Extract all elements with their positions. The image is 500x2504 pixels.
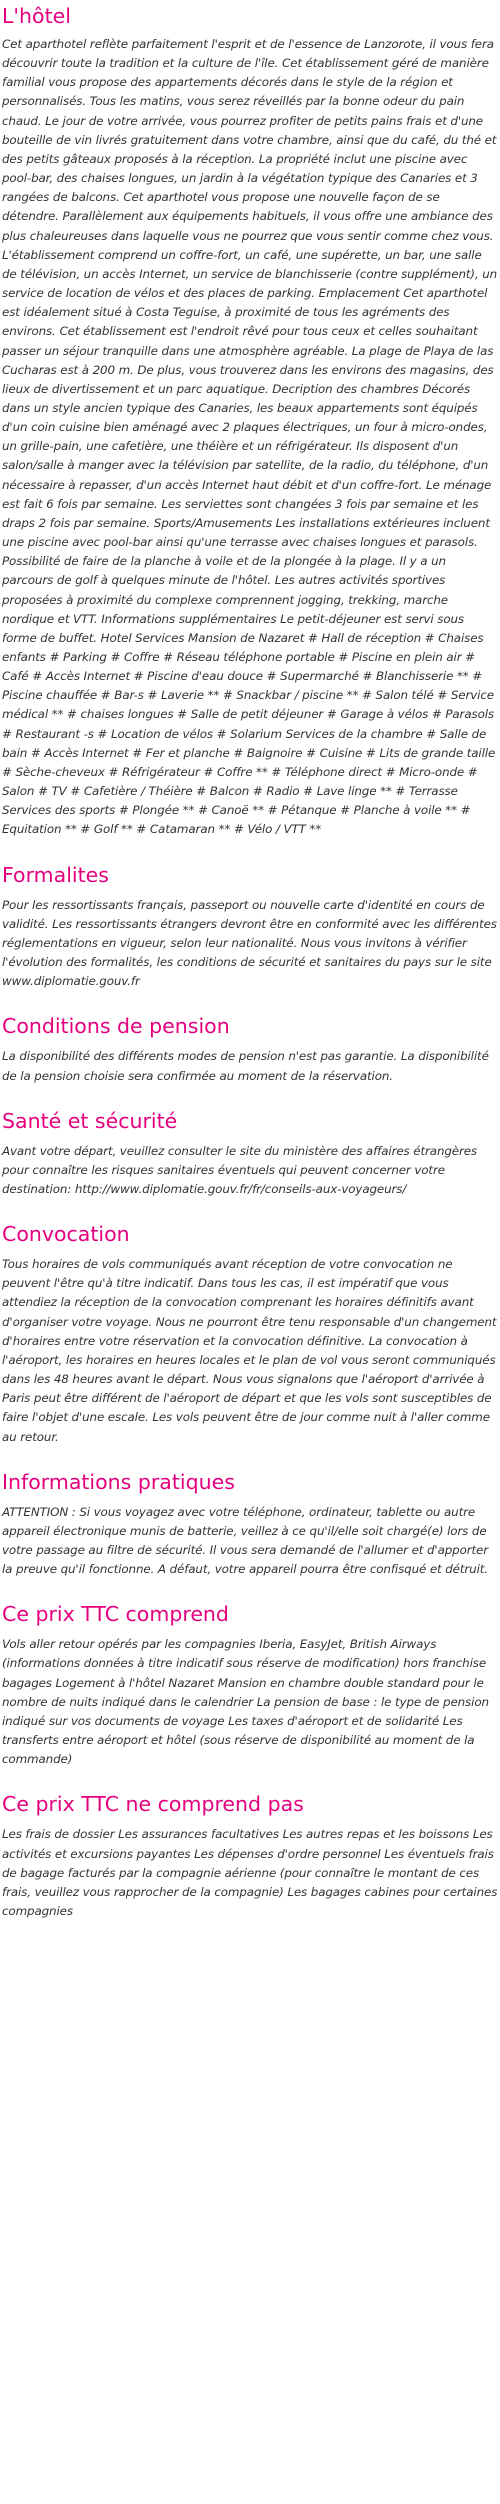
section-sante-securite: [2, 1106, 498, 1199]
section-body-conditions-pension: La disponibilité des différents modes de pension n'est pas garantie. La disponibilité de la pension choisie sera confirmée au moment de la réservation.: [2, 1049, 489, 1083]
section-title-informations-pratiques: Informations pratiques: [2, 1469, 235, 1494]
hotel-info-page: [0, 1, 500, 1921]
section-formalites: [2, 860, 498, 992]
section-title-prix-comprend: Ce prix TTC comprend: [2, 1602, 229, 1627]
section-informations-pratiques: [2, 1467, 498, 1580]
section-conditions-pension: [2, 1011, 498, 1085]
section-title-convocation: Convocation: [2, 1222, 130, 1247]
section-prix-comprend: [2, 1599, 498, 1769]
section-title-formalites: Formalites: [2, 862, 109, 887]
section-body-informations-pratiques: ATTENTION : Si vous voyagez avec votre téléphone, ordinateur, tablette ou autre appareil électronique munis de batterie, veillez à ce qu'il/elle soit chargé(e) lors de votre passage au filtre de sécurité. Il vous sera demandé de l'allumer et d'apporter la preuve qu'il fonctionne. A défaut, votre appareil pourra être confisqué et détruit.: [2, 1504, 489, 1577]
section-body-hotel: Cet aparthotel reflète parfaitement l'esprit et de l'essence de Lanzorote, il vous fera découvrir toute la tradition et la culture de l'île. Cet établissement géré de manière familial vous propose des appartements décorés dans le style de la région et personnalisés. Tous les matins, vous serez réveillés par la bonne odeur du pain chaud. Le jour de votre arrivée, vous pourrez profiter de petits pains frais et d'une bouteille de vin livrés gratuitement dans votre chambre, ainsi que du café, du thé et des petits gâteaux proposés à la réception. La propriété inclut une piscine avec pool-bar, des chaises longues, un jardin à la végétation typique des Canaries et 3 rangées de balcons. Cet aparthotel vous propose une nouvelle façon de se détendre. Parallèlement aux équipements habituels, il vous offre une ambiance des plus chaleureuses dans laquelle vous ne pourrez que vous sentir comme chez vous. L'établissement comprend un coffre-fort, un café, une supérette, un bar, une salle de télévision, un accès Internet, un service de blanchisserie (contre supplément), un service de location de vélos et des places de parking. Emplacement Cet aparthotel est idéalement situé à Costa Teguise, à proximité de tous les agréments des environs. Cet établissement est l'endroit rêvé pour tous ceux et celles souhaitant passer un séjour tranquille dans une atmosphère agréable. La plage de Playa de las Cucharas est à 200 m. De plus, vous trouverez dans les environs des magasins, des lieux de divertissement et un parc aquatique. Decription des chambres Décorés dans un style ancien typique des Canaries, les beaux appartements sont équipés d'un coin cuisine bien aménagé avec 2 plaques électriques, un four à micro-ondes, un grille-pain, une cafetière, une théière et un réfrigérateur. Ils disposent d'un salon/salle à manger avec la télévision par satellite, de la radio, du téléphone, d'un nécessaire à repasser, d'un accès Internet haut débit et d'un coffre-fort. Le ménage est fait 6 fois par semaine. Les serviettes sont changées 3 fois par semaine et les draps 2 fois par semaine. Sports/Amusements Les installations extérieures incluent une piscine avec pool-bar ainsi qu'une terrasse avec chaises longues et parasols. Possibilité de faire de la planche à voile et de la plongée à la plage. Il y a un parcours de golf à quelques minute de l'hôtel. Les autres activités sportives proposées à proximité du complexe comprennent jogging, trekking, marche nordique et VTT. Informations supplémentaires Le petit-déjeuner est servi sous forme de buffet. Hotel Services Mansion de Nazaret # Hall de réception # Chaises enfants # Parking # Coffre # Réseau téléphone portable # Piscine en plein air # Café # Accès Internet # Piscine d'eau douce # Supermarché # Blanchisserie ** # Piscine chauffée # Bar-s # Laverie ** # Snackbar / piscine ** # Salon télé # Service médical ** # chaises longues # Salle de petit déjeuner # Garage à vélos # Parasols # Restaurant -s # Location de vélos # Solarium Services de la chambre # Salle de bain # Accès Internet # Fer et planche # Baignoire # Cuisine # Lits de grande taille # Sèche-cheveux # Réfrigérateur # Coffre ** # Téléphone direct # Micro-onde # Salon # TV # Cafetière / Théière # Balcon # Radio # Lave linge ** # Terrasse Services des sports # Plongée ** # Canoë ** # Pétanque # Planche à voile ** # Equitation ** # Golf ** # Catamaran ** # Vélo / VTT **: [2, 37, 498, 837]
section-prix-ne-comprend-pas: [2, 1789, 498, 1921]
section-body-formalites: Pour les ressortissants français, passeport ou nouvelle carte d'identité en cours de validité. Les ressortissants étrangers devront être en conformité avec les différentes réglementations en vigueur, selon leur nationalité. Nous vous invitons à vérifier l'évolution des formalités, les conditions de sécurité et sanitaires du pays sur le site www.diplomatie.gouv.fr: [2, 897, 497, 989]
section-title-prix-ne-comprend-pas: Ce prix TTC ne comprend pas: [2, 1792, 304, 1817]
section-title-sante-securite: Santé et sécurité: [2, 1108, 178, 1133]
section-body-prix-ne-comprend-pas: Les frais de dossier Les assurances facultatives Les autres repas et les boissons Les activités et excursions payantes Les dépenses d'ordre personnel Les éventuels frais de bagage facturés par la compagnie aérienne (pour connaître le montant de ces frais, veuillez vous rapprocher de la compagnie) Les bagages cabines pour certaines compagnies: [2, 1827, 498, 1919]
section-title-conditions-pension: Conditions de pension: [2, 1014, 230, 1039]
section-hotel: [2, 1, 498, 840]
section-convocation: [2, 1219, 498, 1447]
section-body-convocation: Tous horaires de vols communiqués avant réception de votre convocation ne peuvent l'être qu'à titre indicatif. Dans tous les cas, il est impératif que vous attendiez la réception de la convocation comprenant les horaires définitifs avant d'organiser votre voyage. Nous ne pourront être tenu responsable d'un changement d'horaires entre votre réservation et la convocation définitive. La convocation à l'aéroport, les horaires en heures locales et le plan de vol vous seront communiqués dans les 48 heures avant le départ. Nous vous signalons que l'aéroport d'arrivée à Paris peut être différent de l'aéroport de départ et que les vols sont susceptibles de faire l'objet d'une escale. Les vols peuvent être de jour comme nuit à l'aller comme au retour.: [2, 1257, 497, 1444]
section-body-sante-securite: Avant votre départ, veuillez consulter le site du ministère des affaires étrangères pour connaître les risques sanitaires éventuels qui peuvent concerner votre destination: http://www.diplomatie.gouv.fr/fr/conseils-aux-voyageurs/: [2, 1143, 478, 1196]
section-body-prix-comprend: Vols aller retour opérés par les compagnies Iberia, EasyJet, British Airways (informations données à titre indicatif sous réserve de modification) hors franchise bagages Logement à l'hôtel Nazaret Mansion en chambre double standard pour le nombre de nuits indiqué dans le calendrier La pension de base : le type de pension indiqué sur vos documents de voyage Les taxes d'aéroport et de solidarité Les transferts entre aéroport et hôtel (sous réserve de disponibilité au moment de la commande): [2, 1637, 489, 1767]
section-title-hotel: L'hôtel: [2, 4, 71, 28]
